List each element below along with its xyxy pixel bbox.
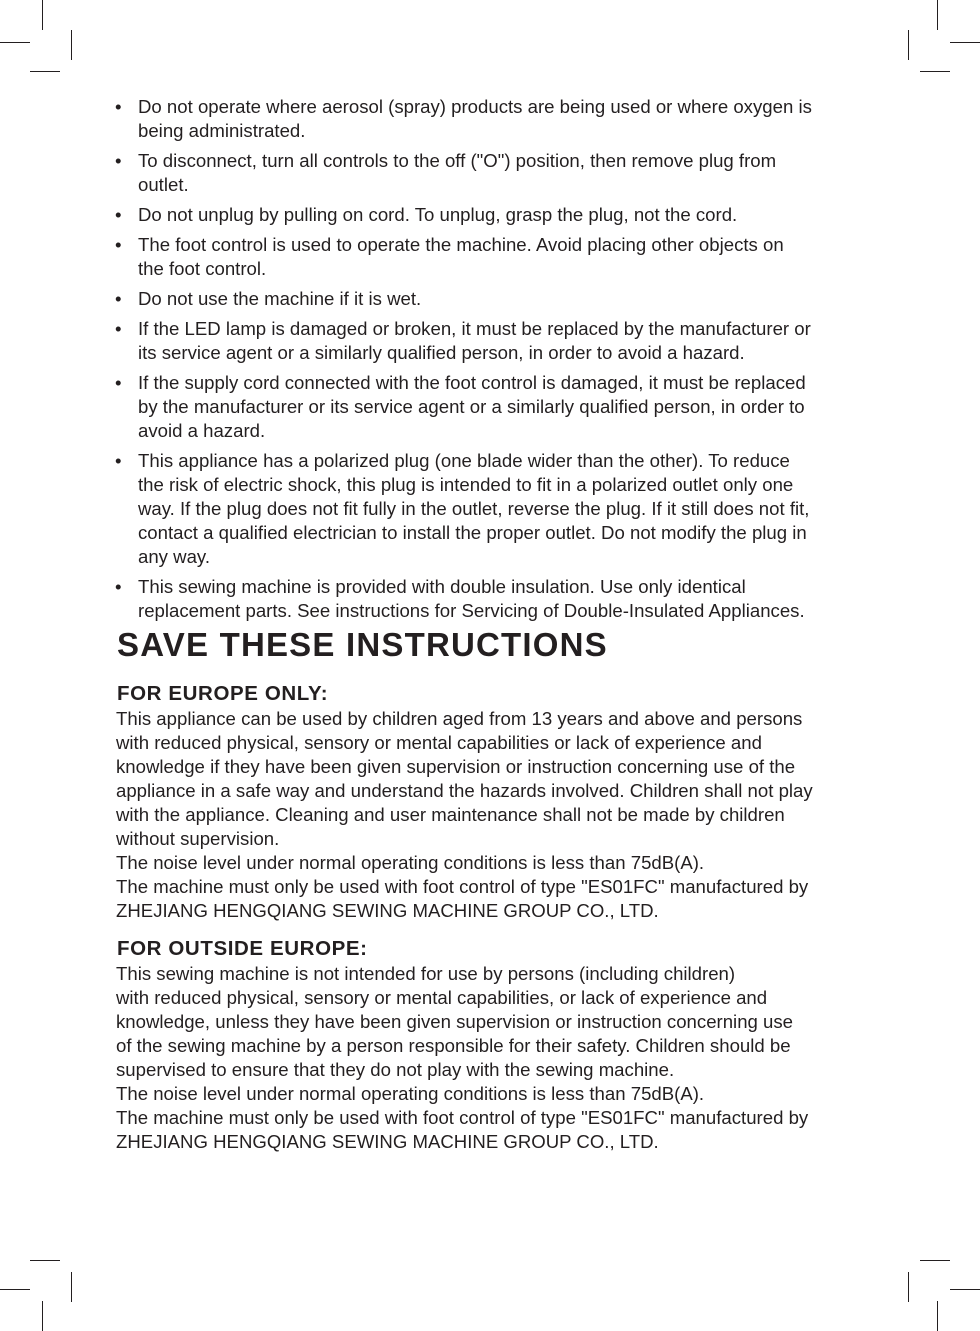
bullet-item: • Do not use the machine if it is wet. <box>115 288 422 309</box>
bullet-item: • The foot control is used to operate the machine. Avoid placing other objects on the foot control. <box>115 234 784 279</box>
bullet-symbol: • <box>115 576 122 597</box>
crop-mark <box>42 0 43 30</box>
bullet-symbol: • <box>115 204 122 225</box>
crop-mark <box>950 42 980 43</box>
bullet-symbol: • <box>115 288 122 309</box>
bullet-symbol: • <box>115 150 122 171</box>
crop-mark <box>937 1301 938 1331</box>
crop-mark <box>71 30 72 60</box>
crop-mark <box>71 1272 72 1302</box>
crop-mark <box>30 71 60 72</box>
bullet-item: • This appliance has a polarized plug (one blade wider than the other). To reduce the risk of electric shock, this plug is intended to fit in a polarized outlet only one way. If the plug does not fit fully in the outlet, reverse the plug. If it still does not fit, contact a qualified electrician to install the proper outlet. Do not modify the plug in any way. <box>115 450 810 567</box>
crop-mark <box>950 1289 980 1290</box>
bullet-symbol: • <box>115 372 122 393</box>
europe-paragraph: This appliance can be used by children aged from 13 years and above and persons with reduced physical, sensory or mental capabilities or lack of experience and knowledge if they have been given supervision or instruction concerning use of the appliance in a safe way and understand the hazards involved. Children shall not play with the appliance. Cleaning and user maintenance shall not be made by children without supervision. The noise level under normal operating conditions is less than 75dB(A). The machine must only be used with foot control of type "ES01FC" manufactured by ZHEJIANG HENGQIANG SEWING MACHINE GROUP CO., LTD. <box>116 708 813 921</box>
bullet-symbol: • <box>115 450 122 471</box>
crop-mark <box>920 71 950 72</box>
crop-mark <box>908 30 909 60</box>
crop-mark <box>30 1260 60 1261</box>
bullet-item: • If the supply cord connected with the foot control is damaged, it must be replaced by the manufacturer or its service agent or a similarly qualified person, in order to avoid a hazard. <box>115 372 806 441</box>
bullet-item: • This sewing machine is provided with double insulation. Use only identical replacement parts. See instructions for Servicing of Double-Insulated Appliances. <box>115 576 805 621</box>
crop-mark <box>908 1272 909 1302</box>
europe-heading: FOR EUROPE ONLY: <box>117 682 329 705</box>
safety-bullet-list <box>115 95 870 629</box>
bullet-item: • Do not unplug by pulling on cord. To unplug, grasp the plug, not the cord. <box>115 204 738 225</box>
crop-mark <box>0 1289 30 1290</box>
save-instructions-title: SAVE THESE INSTRUCTIONS <box>117 626 608 663</box>
outside-europe-heading: FOR OUTSIDE EUROPE: <box>117 937 368 960</box>
bullet-symbol: • <box>115 234 122 255</box>
crop-mark <box>937 0 938 30</box>
bullet-item: • Do not operate where aerosol (spray) products are being used or where oxygen is being administrated. <box>115 96 812 141</box>
bullet-item: • To disconnect, turn all controls to the off ("O") position, then remove plug from outlet. <box>115 150 777 195</box>
crop-mark <box>42 1301 43 1331</box>
bullet-symbol: • <box>115 318 122 339</box>
bullet-item: • If the LED lamp is damaged or broken, it must be replaced by the manufacturer or its service agent or a similarly qualified person, in order to avoid a hazard. <box>115 318 811 363</box>
bullet-symbol: • <box>115 96 122 117</box>
crop-mark <box>0 42 30 43</box>
outside-europe-paragraph: This sewing machine is not intended for use by persons (including children) with reduced physical, sensory or mental capabilities, or lack of experience and knowledge, unless they have been given supervision or instruction concerning use of the sewing machine by a person responsible for their safety. Children should be supervised to ensure that they do not play with the sewing machine. The noise level under normal operating conditions is less than 75dB(A). The machine must only be used with foot control of type "ES01FC" manufactured by ZHEJIANG HENGQIANG SEWING MACHINE GROUP CO., LTD. <box>116 963 809 1152</box>
crop-mark <box>920 1260 950 1261</box>
